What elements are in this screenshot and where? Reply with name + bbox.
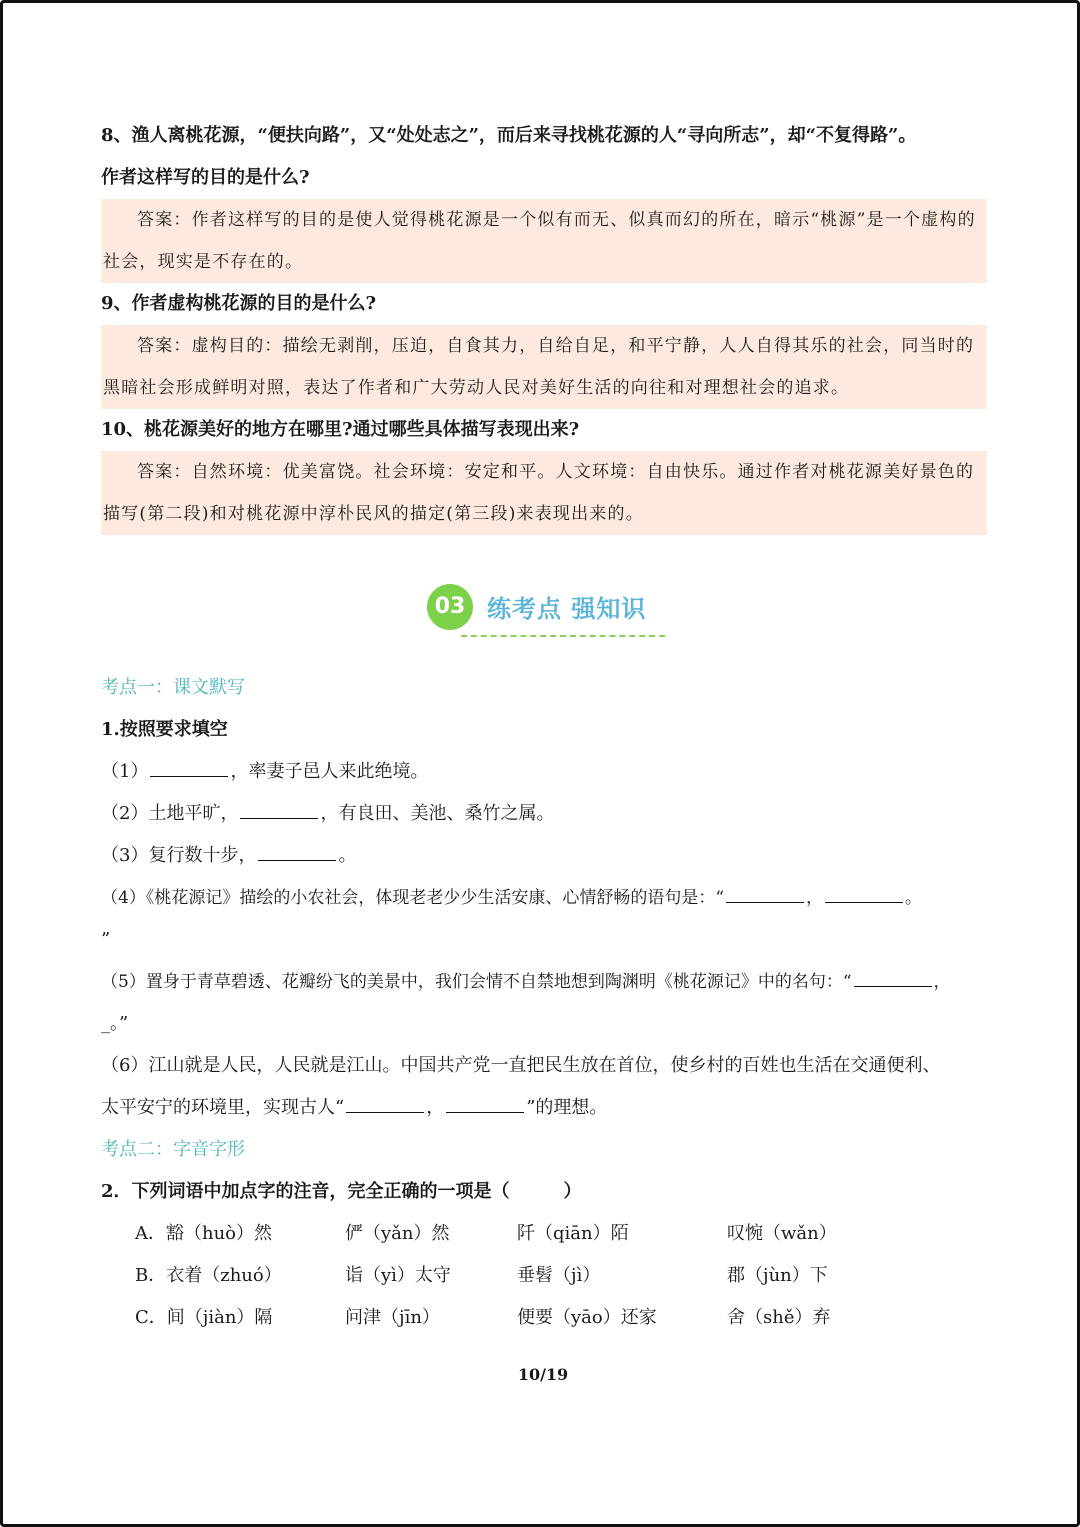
- fill-item-6-line1: （6）江山就是人民，人民就是江山。中国共产党一直把民生放在首位，使乡村的百姓也生活在交通便利、: [101, 1055, 941, 1076]
- page-number: 10/19: [517, 1365, 569, 1384]
- option-cell: B．衣着（zhuó）: [135, 1265, 282, 1286]
- option-row-c[interactable]: [101, 1297, 987, 1339]
- fill-item-4: （4）《桃花源记》描绘的小农社会，体现老老少少生活安康、心情舒畅的语句是：“ ， 。: [101, 877, 987, 919]
- blank[interactable]: [854, 968, 932, 987]
- fill-item-1: （1） ，率妻子邑人来此绝境。: [101, 751, 987, 793]
- fill-item-2: （2）土地平旷， ，有良田、美池、桑竹之属。: [101, 793, 987, 835]
- option-row-b[interactable]: [101, 1255, 987, 1297]
- option-cell: 问津（jīn）: [345, 1307, 440, 1328]
- blank[interactable]: [240, 800, 318, 819]
- fill-item-6-line2: 太平安宁的环境里，实现古人“ ， ”的理想。: [101, 1087, 987, 1129]
- section-number-badge: 03: [427, 584, 473, 630]
- option-row-a[interactable]: [101, 1213, 987, 1255]
- option-cell: 垂髫（jì）: [517, 1265, 601, 1286]
- blank[interactable]: [150, 758, 228, 777]
- fill-item-3: （3）复行数十步， 。: [101, 835, 987, 877]
- question-10: 10、桃花源美好的地方在哪里?通过哪些具体描写表现出来?: [101, 419, 580, 440]
- answer-8: 答案：作者这样写的目的是使人觉得桃花源是一个似有而无、似真而幻的所在，暗示“桃源”是一个虚构的社会，现实是不存在的。: [101, 199, 987, 283]
- section-banner: [101, 559, 987, 667]
- blank[interactable]: [446, 1094, 524, 1113]
- option-cell: 舍（shě）弃: [727, 1307, 831, 1328]
- banner-underline: [461, 635, 665, 637]
- section2-title: 考点二：字音字形: [101, 1139, 245, 1160]
- option-cell: A．豁（huò）然: [135, 1223, 273, 1244]
- fill-item-5: （5）置身于青草碧透、花瓣纷飞的美景中，我们会情不自禁地想到陶渊明《桃花源记》中的名句：“ ，: [101, 961, 987, 1003]
- section1-title: 考点一：课文默写: [101, 677, 245, 698]
- option-cell: 叹惋（wǎn）: [727, 1223, 837, 1244]
- blank[interactable]: [726, 884, 804, 903]
- question-8-line1: 8、渔人离桃花源，“便扶向路”，又“处处志之”，而后来寻找桃花源的人“寻向所志”，却“不复得路”。: [101, 125, 917, 146]
- section1-heading: 1.按照要求填空: [101, 719, 228, 740]
- blank[interactable]: [825, 884, 903, 903]
- fill-item-4-close: ”: [101, 929, 111, 950]
- section-banner-title: 练考点 强知识: [487, 595, 647, 623]
- option-cell: C．间（jiàn）隔: [135, 1307, 273, 1328]
- answer-10: 答案：自然环境：优美富饶。社会环境：安定和平。人文环境：自由快乐。通过作者对桃花源美好景色的描写(第二段)和对桃花源中淳朴民风的描定(第三段)来表现出来的。: [101, 451, 987, 535]
- option-cell: 诣（yì）太守: [345, 1265, 451, 1286]
- question-2: 2．下列词语中加点字的注音，完全正确的一项是（ ）: [101, 1181, 582, 1202]
- question-8-line2: 作者这样写的目的是什么?: [101, 167, 310, 188]
- option-cell: 便要（yāo）还家: [517, 1307, 657, 1328]
- question-9: 9、作者虚构桃花源的目的是什么?: [101, 293, 377, 314]
- answer-9: 答案：虚构目的：描绘无剥削，压迫，自食其力，自给自足，和平宁静，人人自得其乐的社会，同当时的黑暗社会形成鲜明对照，表达了作者和广大劳动人民对美好生活的向往和对理想社会的追求。: [101, 325, 987, 409]
- option-cell: 俨（yǎn）然: [345, 1223, 450, 1244]
- blank[interactable]: [258, 842, 336, 861]
- page-content: [101, 115, 987, 1339]
- option-cell: 郡（jùn）下: [727, 1265, 828, 1286]
- blank[interactable]: [346, 1094, 424, 1113]
- options-grid: [101, 1213, 987, 1339]
- option-cell: 阡（qiān）陌: [517, 1223, 629, 1244]
- fill-item-5-close: _。”: [101, 1013, 129, 1034]
